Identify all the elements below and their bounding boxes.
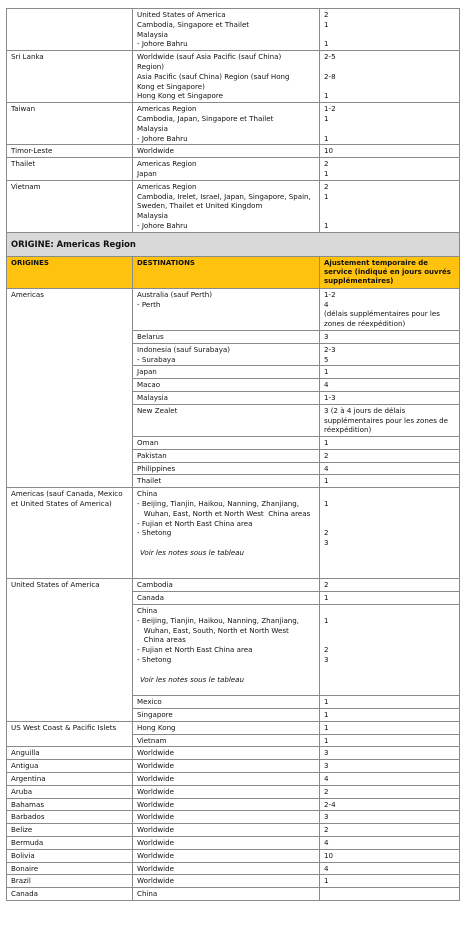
cell-line: Cambodia, Irelet, Israel, Japan, Singapore, Spain, bbox=[137, 191, 311, 201]
adjustment-cell bbox=[320, 734, 460, 747]
adjustment-cell bbox=[320, 330, 460, 343]
adjustment-cell-text: 3 bbox=[324, 812, 329, 822]
destination-cell-text: Worldwide bbox=[137, 799, 174, 809]
cell-line: 10 bbox=[324, 146, 334, 156]
adjustment-cell-text: 2-4 bbox=[324, 799, 336, 809]
cell-line: Japan bbox=[137, 367, 157, 377]
destination-cell bbox=[133, 798, 320, 811]
destination-cell bbox=[133, 51, 320, 103]
cell-line: Wuhan, East, South, North et North West bbox=[137, 625, 289, 635]
cell-line: 2 bbox=[324, 10, 329, 19]
cell-line: 1 bbox=[324, 39, 329, 49]
adjustment-cell-text: 3 bbox=[324, 748, 329, 758]
adjustment-cell bbox=[320, 475, 460, 488]
cell-line: - Johore Bahru bbox=[137, 133, 188, 143]
cell-line: Oman bbox=[137, 438, 159, 448]
adjustment-cell bbox=[320, 180, 460, 232]
cell-line: Macao bbox=[137, 380, 161, 390]
cell-line: - Beijing, Tianjin, Haikou, Nanning, Zhanjiang, bbox=[137, 615, 300, 625]
service-adjustment-table bbox=[6, 8, 460, 901]
cell-line: Sweden, Thailet et United Kingdom bbox=[137, 201, 263, 211]
cell-line: 1 bbox=[324, 168, 329, 178]
table-row bbox=[7, 747, 460, 760]
origin-cell bbox=[7, 747, 133, 760]
adjustment-cell-text: 2 bbox=[324, 786, 329, 796]
origin-cell bbox=[7, 760, 133, 773]
table-row bbox=[7, 785, 460, 798]
origin-cell bbox=[7, 849, 133, 862]
table-row bbox=[7, 145, 460, 158]
adjustment-cell bbox=[320, 811, 460, 824]
origin-cell-text: Bahamas bbox=[11, 799, 45, 809]
cell-line: Hong Kong et Singapore bbox=[137, 91, 224, 101]
cell-line: - Perth bbox=[137, 299, 161, 309]
cell-line: Pakistan bbox=[137, 450, 167, 460]
cell-line: 1 bbox=[324, 113, 329, 123]
cell-line: 1 bbox=[324, 615, 329, 625]
origin-cell bbox=[7, 811, 133, 824]
origin-cell bbox=[7, 488, 133, 579]
section-title-text: ORIGINE: Americas Region bbox=[11, 238, 136, 249]
destination-cell bbox=[133, 811, 320, 824]
section-row bbox=[7, 232, 460, 256]
table-row bbox=[7, 811, 460, 824]
destination-cell-text: Worldwide bbox=[137, 863, 174, 873]
cell-line: China bbox=[137, 606, 158, 616]
cell-line: - Fujian et North East China area bbox=[137, 518, 253, 528]
adjustment-cell bbox=[320, 862, 460, 875]
destination-cell bbox=[133, 330, 320, 343]
adjustment-cell-text bbox=[324, 889, 455, 899]
header-origines-text: ORIGINES bbox=[11, 258, 49, 267]
adjustment-cell bbox=[320, 605, 460, 696]
header-origines bbox=[7, 256, 133, 288]
origin-cell bbox=[7, 9, 133, 51]
cell-line: Thailet bbox=[137, 476, 162, 486]
origin-cell bbox=[7, 158, 133, 181]
cell-line bbox=[324, 519, 455, 529]
adjustment-cell-text: 10 bbox=[324, 850, 334, 860]
cell-line bbox=[324, 606, 455, 616]
adjustment-cell bbox=[320, 449, 460, 462]
destination-cell bbox=[133, 379, 320, 392]
origin-cell bbox=[7, 862, 133, 875]
cell-line: 2 bbox=[324, 450, 329, 460]
cell-line: 1 bbox=[324, 697, 329, 707]
cell-line: 1 bbox=[324, 133, 329, 143]
section-title bbox=[7, 232, 460, 256]
cell-line: 4 bbox=[324, 299, 329, 309]
cell-line: Malaysia bbox=[137, 392, 168, 402]
adjustment-cell bbox=[320, 462, 460, 475]
origin-cell bbox=[7, 721, 133, 747]
cell-line bbox=[324, 62, 455, 72]
cell-line: 2 bbox=[324, 181, 329, 191]
origin-cell bbox=[7, 103, 133, 145]
origin-cell-text: Bermuda bbox=[11, 837, 44, 847]
adjustment-cell bbox=[320, 760, 460, 773]
adjustment-cell bbox=[320, 366, 460, 379]
cell-line: 2 bbox=[324, 645, 329, 655]
destination-cell bbox=[133, 404, 320, 436]
cell-line: 3 bbox=[324, 331, 329, 341]
adjustment-cell bbox=[320, 592, 460, 605]
destination-cell bbox=[133, 180, 320, 232]
destination-cell bbox=[133, 605, 320, 696]
cell-line: Belarus bbox=[137, 331, 164, 341]
cell-line: 1 bbox=[324, 220, 329, 230]
destination-cell-text: Worldwide bbox=[137, 850, 174, 860]
origin-cell-text: Bolivia bbox=[11, 850, 35, 860]
origin-cell-text: US West Coast & Pacific Islets bbox=[11, 722, 117, 732]
origin-cell bbox=[7, 773, 133, 786]
adjustment-cell-text: 2 bbox=[324, 825, 329, 835]
cell-line: 1-2 bbox=[324, 289, 336, 299]
adjustment-cell bbox=[320, 579, 460, 592]
origin-cell bbox=[7, 51, 133, 103]
destination-cell bbox=[133, 849, 320, 862]
origin-cell bbox=[7, 288, 133, 488]
cell-line: Americas Region bbox=[137, 159, 197, 169]
adjustment-cell bbox=[320, 875, 460, 888]
origin-cell bbox=[7, 785, 133, 798]
cell-line: 3 (2 à 4 jours de délais bbox=[324, 405, 406, 415]
origin-cell-text: Vietnam bbox=[11, 181, 41, 191]
adjustment-cell bbox=[320, 488, 460, 579]
cell-line: 1 bbox=[324, 722, 329, 732]
cell-line: - Shetong bbox=[137, 528, 172, 538]
cell-line: - Fujian et North East China area bbox=[137, 645, 253, 655]
cell-line: zones de réexpédition) bbox=[324, 319, 406, 329]
origin-cell bbox=[7, 888, 133, 901]
adjustment-cell bbox=[320, 145, 460, 158]
origin-cell-text: Taiwan bbox=[11, 104, 36, 114]
destination-cell bbox=[133, 696, 320, 709]
cell-line: supplémentaires pour les zones de bbox=[324, 415, 449, 425]
table-row bbox=[7, 288, 460, 330]
origin-cell-text: Thailet bbox=[11, 159, 36, 169]
adjustment-cell bbox=[320, 785, 460, 798]
cell-line bbox=[324, 626, 455, 636]
origin-cell bbox=[7, 579, 133, 721]
cell-line: Malaysia bbox=[137, 211, 168, 221]
cell-line: - Surabaya bbox=[137, 354, 176, 364]
destination-cell bbox=[133, 773, 320, 786]
table-row bbox=[7, 760, 460, 773]
table-row bbox=[7, 888, 460, 901]
destination-cell bbox=[133, 288, 320, 330]
destination-cell bbox=[133, 475, 320, 488]
destination-cell bbox=[133, 592, 320, 605]
header-adjustment-text: Ajustement temporaire de service (indiqué en jours ouvrés supplémentaires) bbox=[324, 258, 451, 285]
cell-line: Malaysia bbox=[137, 29, 168, 39]
origin-cell bbox=[7, 145, 133, 158]
adjustment-cell bbox=[320, 888, 460, 901]
cell-line: - Beijing, Tianjin, Haikou, Nanning, Zhanjiang, bbox=[137, 499, 300, 509]
table-row bbox=[7, 773, 460, 786]
table-row bbox=[7, 51, 460, 103]
header-adjustment bbox=[320, 256, 460, 288]
adjustment-cell bbox=[320, 849, 460, 862]
cell-line bbox=[324, 124, 455, 134]
header-destinations bbox=[133, 256, 320, 288]
cell-line bbox=[324, 211, 455, 221]
cell-line: 1 bbox=[324, 735, 329, 745]
cell-line bbox=[324, 30, 455, 40]
cell-line: 4 bbox=[324, 463, 329, 473]
origin-cell-text: United States of America bbox=[11, 580, 100, 590]
adjustment-cell bbox=[320, 343, 460, 366]
origin-cell bbox=[7, 836, 133, 849]
destination-cell bbox=[133, 862, 320, 875]
destination-cell-text: Worldwide bbox=[137, 761, 174, 771]
cell-line: 1 bbox=[324, 476, 329, 486]
table-row bbox=[7, 9, 460, 51]
cell-line: 5 bbox=[324, 354, 329, 364]
origin-cell bbox=[7, 798, 133, 811]
header-destinations-text: DESTINATIONS bbox=[137, 258, 195, 267]
destination-cell-text: Worldwide bbox=[137, 786, 174, 796]
cell-line: Vietnam bbox=[137, 735, 167, 745]
destination-cell bbox=[133, 158, 320, 181]
cell-line bbox=[324, 82, 455, 92]
cell-line: - Shetong bbox=[137, 655, 172, 665]
destination-cell bbox=[133, 888, 320, 901]
adjustment-cell-text: 3 bbox=[324, 761, 329, 771]
origin-cell-text: Antigua bbox=[11, 761, 39, 771]
cell-line: Wuhan, East, North et North West China areas bbox=[137, 508, 311, 518]
cell-line: 3 bbox=[324, 538, 329, 548]
adjustment-cell bbox=[320, 158, 460, 181]
cell-line: réexpédition) bbox=[324, 425, 372, 435]
table-row bbox=[7, 798, 460, 811]
cell-line bbox=[324, 201, 455, 211]
origin-cell bbox=[7, 875, 133, 888]
table-note: Voir les notes sous le tableau bbox=[140, 674, 245, 684]
destination-cell bbox=[133, 462, 320, 475]
destination-cell bbox=[133, 747, 320, 760]
destination-cell bbox=[133, 343, 320, 366]
adjustment-cell-text: 4 bbox=[324, 774, 329, 783]
destination-cell-text: Worldwide bbox=[137, 812, 174, 822]
cell-line: 3 bbox=[324, 655, 329, 665]
adjustment-cell bbox=[320, 404, 460, 436]
cell-line bbox=[324, 489, 455, 499]
destination-cell bbox=[133, 366, 320, 379]
origin-cell-text: Americas bbox=[11, 289, 44, 299]
cell-line: 2-5 bbox=[324, 52, 336, 62]
cell-line: Asia Pacific (sauf China) Region (sauf Hong bbox=[137, 71, 290, 81]
cell-line: 2 bbox=[324, 580, 329, 590]
adjustment-cell-text: 4 bbox=[324, 837, 329, 847]
cell-line: 1 bbox=[324, 593, 329, 603]
adjustment-cell bbox=[320, 9, 460, 51]
destination-cell bbox=[133, 721, 320, 734]
cell-line: Cambodia, Japan, Singapore et Thailet bbox=[137, 113, 274, 123]
cell-line: Malaysia bbox=[137, 123, 168, 133]
cell-line bbox=[324, 509, 455, 519]
table-row bbox=[7, 836, 460, 849]
cell-line: 4 bbox=[324, 380, 329, 390]
cell-line: New Zealet bbox=[137, 405, 178, 415]
table-row bbox=[7, 721, 460, 734]
adjustment-cell-text: 4 bbox=[324, 863, 329, 873]
cell-line: Indonesia (sauf Surabaya) bbox=[137, 344, 231, 354]
adjustment-cell bbox=[320, 437, 460, 450]
origin-cell-text: Argentina bbox=[11, 774, 46, 783]
adjustment-cell bbox=[320, 798, 460, 811]
destination-cell bbox=[133, 103, 320, 145]
adjustment-cell bbox=[320, 696, 460, 709]
cell-line: Australia (sauf Perth) bbox=[137, 289, 213, 299]
destination-cell-text: China bbox=[137, 889, 158, 899]
table-note: Voir les notes sous le tableau bbox=[140, 548, 245, 558]
cell-line: Philippines bbox=[137, 463, 176, 473]
cell-line: 1 bbox=[324, 367, 329, 377]
cell-line: Americas Region bbox=[137, 181, 197, 191]
cell-line: 1-2 bbox=[324, 104, 336, 114]
header-row bbox=[7, 256, 460, 288]
cell-line: 2-8 bbox=[324, 71, 336, 81]
cell-line: - Johore Bahru bbox=[137, 39, 188, 49]
cell-line: 1 bbox=[324, 91, 329, 101]
destination-cell bbox=[133, 734, 320, 747]
cell-line: Mexico bbox=[137, 697, 162, 707]
adjustment-cell bbox=[320, 379, 460, 392]
origin-cell-text: Anguilla bbox=[11, 748, 40, 758]
cell-line: - Johore Bahru bbox=[137, 220, 188, 230]
adjustment-cell bbox=[320, 391, 460, 404]
cell-line: United States of America bbox=[137, 10, 226, 19]
adjustment-cell-text: 1 bbox=[324, 876, 329, 886]
table-row bbox=[7, 862, 460, 875]
table-row bbox=[7, 103, 460, 145]
cell-line: Canada bbox=[137, 593, 164, 603]
destination-cell bbox=[133, 836, 320, 849]
cell-line: China areas bbox=[137, 635, 186, 645]
adjustment-cell bbox=[320, 709, 460, 722]
destination-cell bbox=[133, 9, 320, 51]
cell-line: Hong Kong bbox=[137, 722, 176, 732]
destination-cell bbox=[133, 449, 320, 462]
cell-line: 2-3 bbox=[324, 344, 336, 354]
table-row bbox=[7, 180, 460, 232]
table-row bbox=[7, 488, 460, 579]
table-row bbox=[7, 824, 460, 837]
origin-cell-text: Sri Lanka bbox=[11, 52, 44, 62]
adjustment-cell bbox=[320, 747, 460, 760]
destination-cell-text: Worldwide bbox=[137, 837, 174, 847]
adjustment-cell bbox=[320, 103, 460, 145]
adjustment-cell bbox=[320, 288, 460, 330]
cell-line: 1 bbox=[324, 438, 329, 448]
cell-line: Japan bbox=[137, 168, 157, 178]
cell-line: Kong et Singapore) bbox=[137, 81, 205, 91]
origin-cell-text: Belize bbox=[11, 825, 33, 835]
table-row bbox=[7, 158, 460, 181]
origin-cell-text: Timor-Leste bbox=[11, 146, 53, 156]
destination-cell-text: Worldwide bbox=[137, 748, 174, 758]
origin-cell-text: Canada bbox=[11, 889, 38, 899]
adjustment-cell bbox=[320, 836, 460, 849]
destination-cell bbox=[133, 145, 320, 158]
table-row bbox=[7, 849, 460, 862]
origin-cell bbox=[7, 180, 133, 232]
destination-cell bbox=[133, 579, 320, 592]
cell-line: Cambodia bbox=[137, 580, 173, 590]
origin-cell-text: Brazil bbox=[11, 876, 31, 886]
cell-line: Cambodia, Singapore et Thailet bbox=[137, 19, 250, 29]
cell-line: Worldwide (sauf Asia Pacific (sauf China) bbox=[137, 52, 282, 62]
origin-cell-text: Barbados bbox=[11, 812, 45, 822]
cell-line: Singapore bbox=[137, 710, 173, 720]
cell-line: 1 bbox=[324, 499, 329, 509]
destination-cell bbox=[133, 391, 320, 404]
destination-cell bbox=[133, 875, 320, 888]
cell-line: 2 bbox=[324, 159, 329, 169]
table-row bbox=[7, 579, 460, 592]
destination-cell bbox=[133, 760, 320, 773]
destination-cell-text: Worldwide bbox=[137, 876, 174, 886]
adjustment-cell bbox=[320, 824, 460, 837]
destination-cell bbox=[133, 437, 320, 450]
cell-line: (délais supplémentaires pour les bbox=[324, 309, 440, 319]
cell-line: Region) bbox=[137, 61, 165, 71]
adjustment-cell bbox=[320, 773, 460, 786]
destination-cell bbox=[133, 824, 320, 837]
cell-line: 1 bbox=[324, 710, 329, 720]
adjustment-cell bbox=[320, 51, 460, 103]
cell-line: Americas Region bbox=[137, 104, 197, 114]
origin-cell-text: Aruba bbox=[11, 786, 33, 796]
cell-line: 2 bbox=[324, 528, 329, 538]
table-row bbox=[7, 875, 460, 888]
cell-line: Worldwide bbox=[137, 146, 174, 156]
destination-cell bbox=[133, 709, 320, 722]
cell-line: China bbox=[137, 489, 158, 499]
cell-line bbox=[324, 635, 455, 645]
origin-cell bbox=[7, 824, 133, 837]
origin-cell-text: Bonaire bbox=[11, 863, 39, 873]
destination-cell-text: Worldwide bbox=[137, 825, 174, 835]
destination-cell bbox=[133, 488, 320, 579]
cell-line: 1 bbox=[324, 191, 329, 201]
destination-cell-text: Worldwide bbox=[137, 774, 174, 783]
destination-cell bbox=[133, 785, 320, 798]
adjustment-cell bbox=[320, 721, 460, 734]
cell-line: 1-3 bbox=[324, 392, 336, 402]
origin-cell-text: Americas (sauf Canada, Mexico et United States of America) bbox=[11, 489, 123, 509]
cell-line: 1 bbox=[324, 19, 329, 29]
